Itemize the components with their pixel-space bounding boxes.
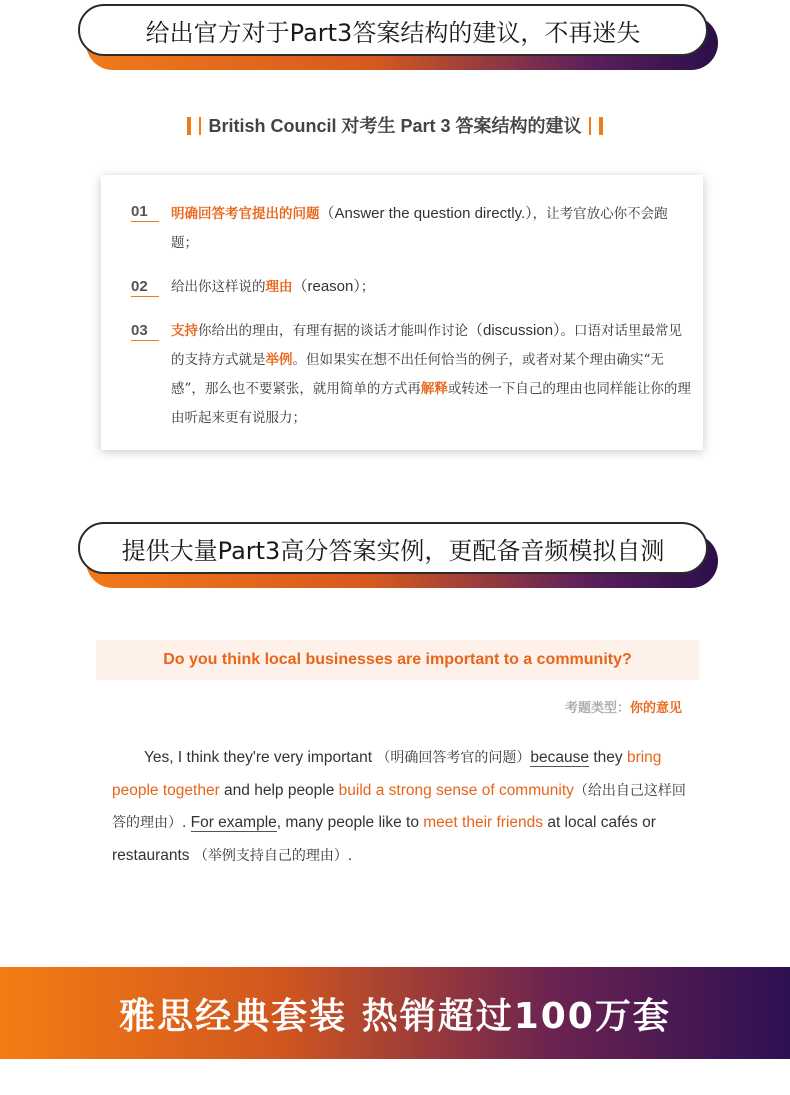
answer-text: Yes, I think they're very important xyxy=(144,749,377,766)
promo-banner xyxy=(0,967,790,1059)
question-type-label: 考题类型： xyxy=(564,701,630,716)
accent-bar-thin xyxy=(589,117,591,135)
item-number: 03 xyxy=(131,322,159,341)
highlight-text: 理由 xyxy=(265,279,293,295)
answer-connector: because xyxy=(530,749,590,766)
highlight-text: 明确回答考官提出的问题 xyxy=(171,206,320,222)
answer-text: at local cafés or restaurants xyxy=(112,814,656,864)
item-number: 02 xyxy=(131,278,159,297)
accent-bar xyxy=(187,117,191,135)
answer-text: , many people like to xyxy=(276,814,424,831)
section1-header xyxy=(78,4,718,70)
item-number: 01 xyxy=(131,203,159,222)
question-type xyxy=(565,697,682,716)
item-text xyxy=(171,199,691,258)
question-text: Do you think local businesses are important to a community? xyxy=(163,651,632,668)
item-text xyxy=(171,316,691,433)
answer-text: they xyxy=(589,749,627,766)
sample-answer xyxy=(112,742,688,872)
body-text: 你给出的理由，有理有据的谈话才能叫作讨论 xyxy=(198,323,468,339)
answer-text: . xyxy=(182,814,191,831)
body-text: 或转述一下自己的理由也同样能让你的理由听起来更有说服力； xyxy=(171,381,691,426)
question-bar xyxy=(96,640,699,680)
section1-subheading xyxy=(0,112,790,138)
advice-card xyxy=(101,175,703,450)
answer-connector: For example xyxy=(190,814,277,831)
section1-title: 给出官方对于Part3答案结构的建议，不再迷失 xyxy=(78,4,708,56)
answer-annotation: （给出自己这样回答的理由） xyxy=(112,782,686,831)
question-type-value: 你的意见 xyxy=(629,701,682,716)
banner-text: 雅思经典套装 热销超过100万套 xyxy=(119,995,671,1037)
answer-annotation: （明确回答考官的问题） xyxy=(376,750,531,766)
english-text: （Answer the question directly.） xyxy=(319,205,533,222)
body-text: ，让考官放心你不会跑题； xyxy=(171,206,668,251)
section2-header xyxy=(78,522,718,588)
item-text xyxy=(171,272,691,302)
body-text: ； xyxy=(360,279,375,295)
subheading-text: British Council 对考生 Part 3 答案结构的建议 xyxy=(208,116,582,136)
accent-bar xyxy=(599,117,603,135)
body-text: 。但如果实在想不出任何恰当的例子，或者对某个理由确实“无感”，那么也不要紧张，就用简单的方式再 xyxy=(171,352,664,397)
answer-text: and help people xyxy=(219,781,339,799)
answer-highlight: bring people together xyxy=(112,749,662,799)
answer-text: . xyxy=(347,846,353,864)
answer-annotation: （举例支持自己的理由） xyxy=(193,847,348,864)
english-text: （discussion） xyxy=(468,322,561,339)
english-text: （reason） xyxy=(292,278,361,295)
highlight-text: 举例 xyxy=(265,352,293,368)
highlight-text: 支持 xyxy=(171,323,198,339)
accent-bar-thin xyxy=(199,117,201,135)
answer-highlight: meet their friends xyxy=(423,814,544,831)
highlight-text: 解释 xyxy=(420,381,448,397)
body-text: 给出你这样说的 xyxy=(171,279,266,295)
body-text: 。口语对话里最常见的支持方式就是 xyxy=(171,323,683,368)
section2-title: 提供大量Part3高分答案实例，更配备音频模拟自测 xyxy=(78,522,708,574)
answer-highlight: build a strong sense of community xyxy=(338,781,574,799)
